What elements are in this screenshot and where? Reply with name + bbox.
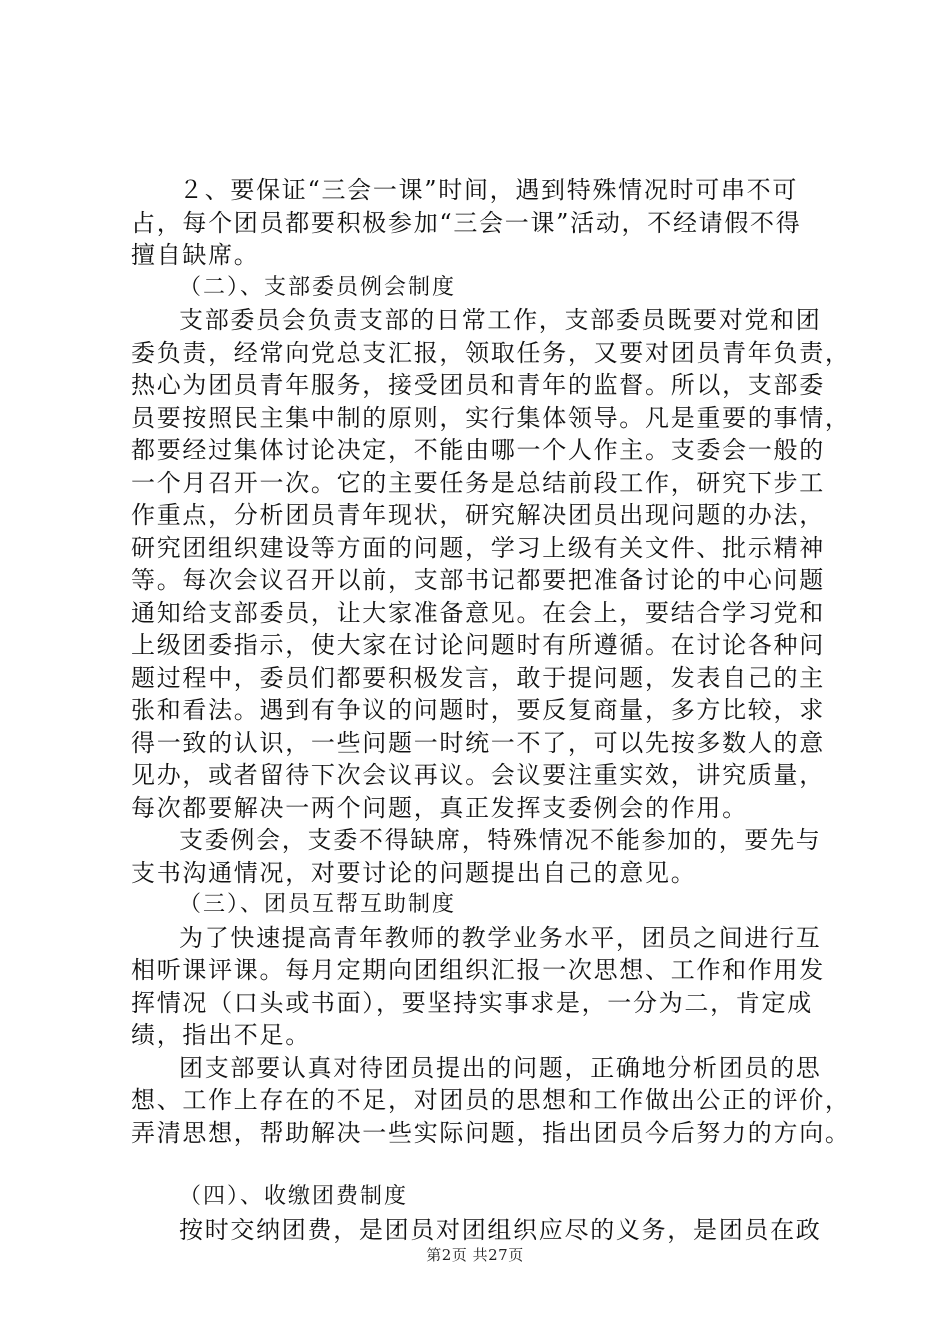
text-line: 为了快速提高青年教师的教学业务水平，团员之间进行互 [179, 923, 822, 952]
text-line: 热心为团员青年服务，接受团员和青年的监督。所以，支部委 [131, 371, 825, 399]
page-footer: 第2页 共27页 [426, 1246, 524, 1264]
text-line: 通知给支部委员，让大家准备意见。在会上，要结合学习党和 [131, 598, 825, 627]
document-body [131, 174, 851, 1246]
section-heading: （四）、收缴团费制度 [179, 1184, 409, 1209]
text-line: 都要经过集体讨论决定，不能由哪一个人作主。支委会一般的 [131, 436, 825, 464]
text-line: 研究团组织建设等方面的问题，学习上级有关文件、批示精神 [131, 533, 825, 562]
text-line: 想、工作上存在的不足，对团员的思想和工作做出公正的评价， [131, 1086, 851, 1114]
paragraph-gap [131, 1149, 831, 1181]
text-line: 一个月召开一次。它的主要任务是总结前段工作，研究下步工 [131, 468, 825, 497]
text-line: 弄清思想，帮助解决一些实际问题，指出团员今后努力的方向。 [131, 1118, 851, 1147]
text-line: 按时交纳团费，是团员对团组织应尽的义务，是团员在政 [179, 1215, 822, 1244]
text-line: 支部委员会负责支部的日常工作，支部委员既要对党和团 [179, 306, 822, 334]
text-line: 擅自缺席。 [131, 241, 260, 269]
text-line: ２、要保证“三会一课”时间，遇到特殊情况时可串不可 [179, 176, 799, 204]
text-line: 等。每次会议召开以前，支部书记都要把准备讨论的中心问题 [131, 566, 825, 594]
text-line: 员要按照民主集中制的原则，实行集体领导。凡是重要的事情， [131, 403, 851, 432]
text-line: 题过程中，委员们都要积极发言，敢于提问题，发表自己的主 [131, 663, 825, 692]
text-line: 上级团委指示，使大家在讨论问题时有所遵循。在讨论各种问 [131, 631, 825, 659]
text-line: 委负责，经常向党总支汇报，领取任务，又要对团员青年负责， [131, 338, 851, 367]
section-heading: （三）、团员互帮互助制度 [179, 892, 457, 917]
text-line: 张和看法。遇到有争议的问题时，要反复商量，多方比较，求 [131, 696, 825, 724]
text-line: 得一致的认识，一些问题一时统一不了，可以先按多数人的意 [131, 728, 825, 757]
text-line: 团支部要认真对待团员提出的问题，正确地分析团员的思 [179, 1053, 822, 1082]
text-line: 支书沟通情况，对要讨论的问题提出自己的意见。 [131, 858, 697, 887]
section-heading: （二）、支部委员例会制度 [179, 274, 457, 300]
text-line: 见办，或者留待下次会议再议。会议要注重实效，讲究质量， [131, 761, 825, 789]
text-line: 绩，指出不足。 [131, 1021, 311, 1049]
text-line: 相听课评课。每月定期向团组织汇报一次思想、工作和作用发 [131, 956, 825, 984]
text-line: 挥情况（口头或书面），要坚持实事求是，一分为二，肯定成 [131, 988, 813, 1017]
text-line: 占，每个团员都要积极参加“三会一课”活动，不经请假不得 [131, 208, 802, 237]
text-line: 支委例会，支委不得缺席，特殊情况不能参加的，要先与 [179, 826, 822, 854]
text-line: 每次都要解决一两个问题，真正发挥支委例会的作用。 [131, 793, 748, 822]
text-line: 作重点，分析团员青年现状，研究解决团员出现问题的办法， [131, 501, 825, 529]
